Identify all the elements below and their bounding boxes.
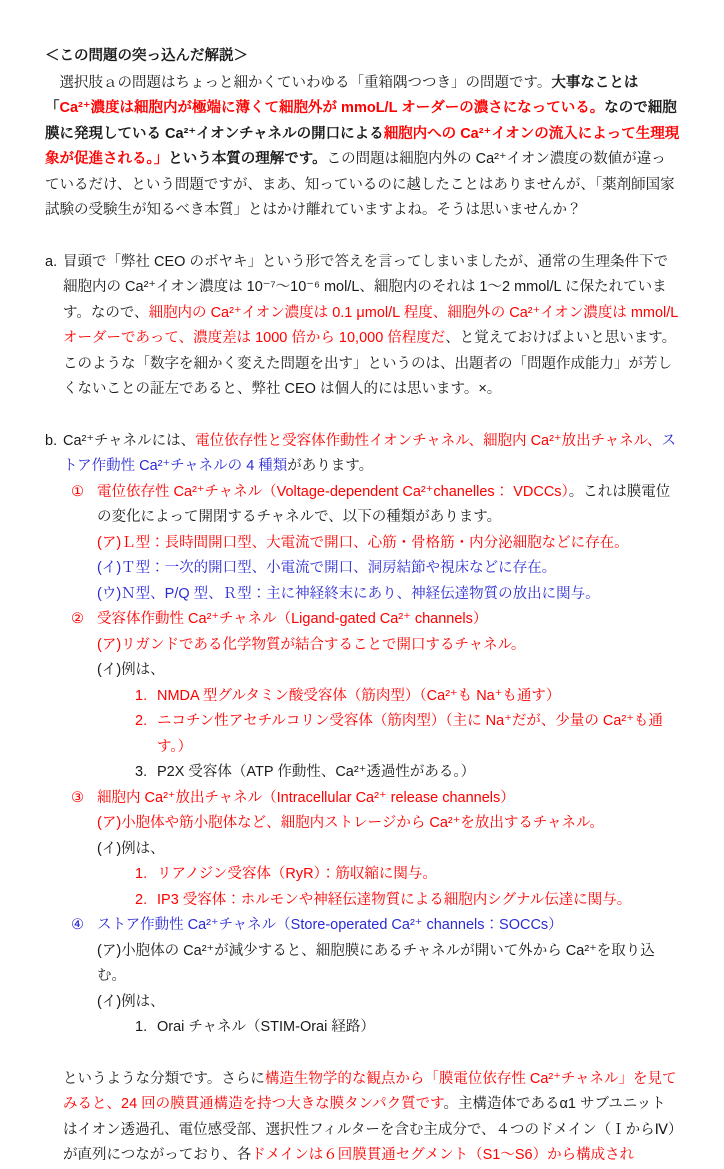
channel-4-sub-a: (ア)小胞体の Ca²⁺が減少すると、細胞膜にあるチャネルが開いて外から Ca²⁺を取り込む。 [97,942,655,984]
intro-emphasis: という本質の理解です。 [168,151,327,167]
channel-2-example-3 [45,760,680,786]
closing-text: 。主構造体であるα1 サブユニットはイオン透過孔、電位感受部、選択性フィルターを含む主成分で、４つのドメイン（ＩからⅣ）が直列につながっており、各 [63,1096,676,1163]
intro-red-highlight: Ca²⁺濃度は細胞内が極端に薄くて細胞外が mmoL/L オーダーの濃さになっている。 [59,100,605,116]
example-text: リアノジン受容体（RyR）：筋収縮に関与。 [157,866,437,882]
item-b-body [63,429,680,480]
item-b-text: Ca²⁺チャネルには、 [63,432,196,449]
channel-4-marker: ④ [71,917,84,933]
closing-text: というような分類です。さらに [63,1070,265,1087]
channel-2-marker: ② [71,611,84,627]
channel-1-heading [45,480,680,531]
closing-paragraph [45,1067,680,1169]
example-text: ニコチン性アセチルコリン受容体（筋肉型）（主に Na⁺だが、少量の Ca²⁺も通す。） [157,713,663,755]
item-b [45,429,680,480]
example-text: P2X 受容体（ATP 作動性、Ca²⁺透過性がある。） [157,764,476,780]
intro-text: この問題は細胞内外の Ca²⁺イオン濃度の数値が違っているだけ、という問題ですが、まあ、知っているのに越したことはありませんが、「薬剤師国家試験の受験生が知るべき本質」とはかけ離れていますよね。そうは思いませんか？ [45,151,675,218]
item-a-red-highlight: 細胞内の Ca²⁺イオン濃度は 0.1 μmol/L 程度、細胞外の Ca²⁺イオン濃度は mmol/L オーダーであって、濃度差は 1000 倍から 10,000 倍程度だ [63,304,678,346]
item-b-red-highlight: 電位依存性と受容体作動性イオンチャネル、細胞内 Ca²⁺放出チャネル、 [195,432,662,449]
channel-1-marker: ① [71,483,84,500]
channel-1-description: 。これは膜電位の変化によって開閉するチャネルで、以下の種類があります。 [97,483,671,525]
example-marker: 2. [135,891,148,908]
example-text: Orai チャネル（STIM-Orai 経路） [157,1019,375,1035]
example-marker: 3. [135,764,148,780]
channel-2-sub-a: (ア)リガンドである化学物質が結合することで開口するチャネル。 [97,636,526,653]
item-a-marker: a. [45,253,58,270]
intro-paragraph [45,71,680,224]
channel-3-heading [45,786,680,812]
channel-1-head-body [97,480,680,531]
example-marker: 1. [135,1019,148,1035]
item-b-blue-highlight: ストア作動性 Ca²⁺チャネルの 4 種類 [63,432,677,474]
channel-3-sub-i: (イ)例は、 [97,840,165,857]
channel-1-name: 電位依存性 Ca²⁺チャネル（Voltage-dependent Ca²⁺chanelles： VDCCs） [97,483,569,500]
channel-2-sub-i: (イ)例は、 [97,662,165,678]
intro-emphasis: なので細胞膜に発現している Ca²⁺イオンチャネルの開口による [45,100,677,142]
intro-red-highlight: 細胞内への Ca²⁺イオンの流入によって生理現象が促進される。」 [45,125,680,167]
channel-4-sub-i: (イ)例は、 [97,993,165,1010]
channel-1-sub-u: (ウ)Ｎ型、P/Q 型、Ｒ型：主に神経終末にあり、神経伝達物質の放出に関与。 [97,585,600,602]
example-text: IP3 受容体：ホルモンや神経伝達物質による細胞内シグナル伝達に関与。 [157,891,632,908]
closing-red-highlight: 構造生物学的な観点から「膜電位依存性 Ca²⁺チャネル」を見てみると、24 回の膜貫通構造を持つ大きな膜タンパク質です [63,1070,677,1112]
item-a [45,250,680,403]
channel-2-heading [45,607,680,633]
channel-3-sub-a: (ア)小胞体や筋小胞体など、細胞内ストレージから Ca²⁺を放出するチャネル。 [97,815,604,831]
channel-2-example-1 [45,684,680,710]
channel-4-example-1 [45,1015,680,1041]
closing-red-highlight: ドメインは６回膜貫通セグメント（S1～S6）から構成され [251,1147,635,1163]
channel-3-marker: ③ [71,789,84,806]
intro-emphasis: 大事なことは「 [45,74,639,116]
example-text: NMDA 型グルタミン酸受容体（筋肉型）（Ca²⁺も Na⁺も通す） [157,687,561,704]
page-title: ＜この問題の突っ込んだ解説＞ [45,48,248,64]
example-marker: 2. [135,713,148,729]
intro-text: 選択肢ａの問題はちょっと細かくていわゆる「重箱隅つつき」の問題です。 [59,74,552,91]
channel-2-example-2 [45,709,680,760]
example-marker: 1. [135,687,148,704]
channel-3-example-1 [45,862,680,888]
channel-1-sub-i: (イ)Ｔ型：一次的開口型、小電流で開口、洞房結節や視床などに存在。 [97,560,557,576]
channel-2-name: 受容体作動性 Ca²⁺チャネル（Ligand-gated Ca²⁺ channels） [97,611,488,627]
item-b-text: があります。 [287,458,374,474]
channel-4-name: ストア作動性 Ca²⁺チャネル（Store-operated Ca²⁺ channels：SOCCs） [97,917,563,933]
channel-3-example-2 [45,888,680,914]
channel-1-sub-a: (ア)Ｌ型：長時間開口型、大電流で開口、心筋・骨格筋・内分泌細胞などに存在。 [97,534,629,551]
channel-4-heading [45,913,680,939]
channel-3-name: 細胞内 Ca²⁺放出チャネル（Intracellular Ca²⁺ release channels） [97,789,515,806]
item-a-text: 、と覚えておけばよいと思います。このような「数字を細かく変えた問題を出す」というのは、出題者の「問題作成能力」が芳しくないことの証左であると、弊社 CEO は個人的には思います。×。 [63,330,677,397]
item-b-marker: b. [45,432,58,449]
example-marker: 1. [135,866,148,882]
item-a-body [63,250,680,403]
item-a-text: 冒頭で「弊社 CEO のボヤキ」という形で答えを言ってしまいましたが、通常の生理条件下で細胞内の Ca²⁺イオン濃度は 10⁻⁷～10⁻⁶ mol/L、細胞内のそれは 1～2 mmol/L に保たれています。なので、 [63,253,668,321]
